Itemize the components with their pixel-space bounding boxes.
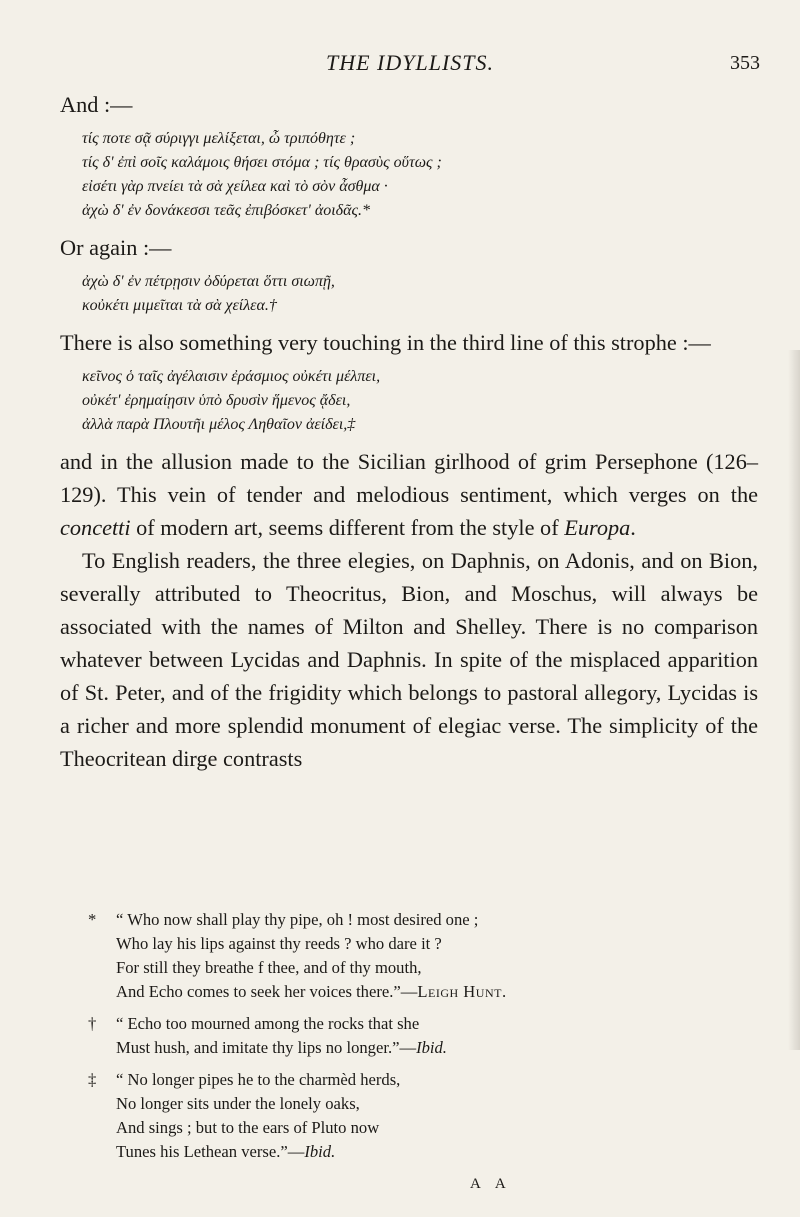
footnote-attribution: Leigh Hunt. xyxy=(417,982,507,1001)
greek-line: τίς δ' ἐπὶ σοῖς καλάμοις θήσει στόμα ; τίς θρασὺς οὕτως ; xyxy=(82,154,442,171)
greek-line: κεῖνος ὁ ταῖς ἀγέλαισιν ἐράσμιος οὐκέτι μέλπει, xyxy=(82,368,381,385)
greek-line: εἰσέτι γὰρ πνείει τὰ σὰ χείλεα καὶ τὸ σὸν ἆσθμα · xyxy=(82,178,388,195)
footnote-line xyxy=(116,1036,768,1060)
italic-europa: Europa xyxy=(564,515,631,540)
footnote-line xyxy=(116,980,768,1004)
signature-mark: A A xyxy=(470,1176,512,1192)
page-edge-shadow xyxy=(788,350,800,1050)
footnote xyxy=(88,1012,768,1060)
footnote-line: “ Who now shall play thy pipe, oh ! most desired one ; xyxy=(116,910,479,929)
greek-line: ἀλλὰ παρὰ Πλουτῆι μέλος Ληθαῖον ἀείδει,‡ xyxy=(82,416,356,433)
greek-quote-3 xyxy=(82,365,758,437)
footnotes xyxy=(88,908,768,1172)
footnote-line xyxy=(116,1140,768,1164)
footnote-line: And sings ; but to the ears of Pluto now xyxy=(116,1118,380,1137)
footnote-attribution: Ibid. xyxy=(416,1038,447,1057)
footnote-text: And Echo comes to seek her voices there.”— xyxy=(116,982,418,1001)
footnote-line: No longer sits under the lonely oaks, xyxy=(116,1094,360,1113)
paragraph-persephone xyxy=(60,445,758,544)
italic-concetti: concetti xyxy=(60,515,131,540)
page-header xyxy=(60,50,760,80)
paragraph-elegies: To English readers, the three elegies, on Daphnis, on Adonis, and on Bion, severally attributed to Theocritus, Bion, and Moschus, will always be associated with the names of Milton and Shelley. There is no comparison whatever between Lycidas and Daphnis. In spite of the misplaced apparition of St. Peter, and of the frigidity which belongs to pastoral allegory, Lycidas is a richer and more splendid monument of elegiac verse. The simplicity of the Theocritean dirge contrasts xyxy=(60,548,758,771)
greek-line: ἀχὼ δ' ἐν δονάκεσσι τεᾶς ἐπιβόσκετ' ἀοιδᾶς.* xyxy=(82,202,370,219)
text-run: of modern art, seems different from the style of xyxy=(130,515,565,540)
intro-label: And :— xyxy=(60,92,133,117)
greek-line: κοὐκέτι μιμεῖται τὰ σὰ χείλεα.† xyxy=(82,297,277,314)
greek-quote-1 xyxy=(82,127,758,223)
page-number: 353 xyxy=(730,52,760,74)
greek-line: ἀχὼ δ' ἐν πέτρῃσιν ὀδύρεται ὅττι σιωπῇ, xyxy=(82,273,335,290)
footnote-line: For still they breathe f thee, and of thy mouth, xyxy=(116,958,422,977)
greek-line: τίς ποτε σᾷ σύριγγι μελίξεται, ὦ τριπόθητε ; xyxy=(82,130,356,147)
footnote-line: Who lay his lips against thy reeds ? who dare it ? xyxy=(116,934,442,953)
text-run: and in the allusion made to the Sicilian girlhood of grim Persephone (126–129). This vein of tender and melodious sentiment, which verges on the xyxy=(60,449,758,507)
running-title: THE IDYLLISTS. xyxy=(325,50,495,75)
footnote-line: “ Echo too mourned among the rocks that she xyxy=(116,1014,420,1033)
footnote xyxy=(88,1068,768,1164)
greek-line: οὐκέτ' ἐρημαίῃσιν ὑπὸ δρυσὶν ἥμενος ᾄδει, xyxy=(82,392,351,409)
again-label: Or again :— xyxy=(60,235,172,260)
footnote-mark: ‡ xyxy=(88,1070,97,1089)
footnote xyxy=(88,908,768,1004)
paragraph-strophe: There is also something very touching in the third line of this strophe :— xyxy=(60,330,711,355)
greek-quote-2 xyxy=(82,270,758,318)
footnote-line: “ No longer pipes he to the charmèd herds, xyxy=(116,1070,401,1089)
footnote-attribution: Ibid. xyxy=(304,1142,336,1161)
text-run: . xyxy=(630,515,636,540)
footnote-text: Must hush, and imitate thy lips no longer.”— xyxy=(116,1038,417,1057)
footnote-text: Tunes his Lethean verse.”— xyxy=(116,1142,305,1161)
footnote-mark: † xyxy=(88,1014,97,1033)
footnote-mark: * xyxy=(88,910,97,929)
main-text xyxy=(60,88,758,775)
